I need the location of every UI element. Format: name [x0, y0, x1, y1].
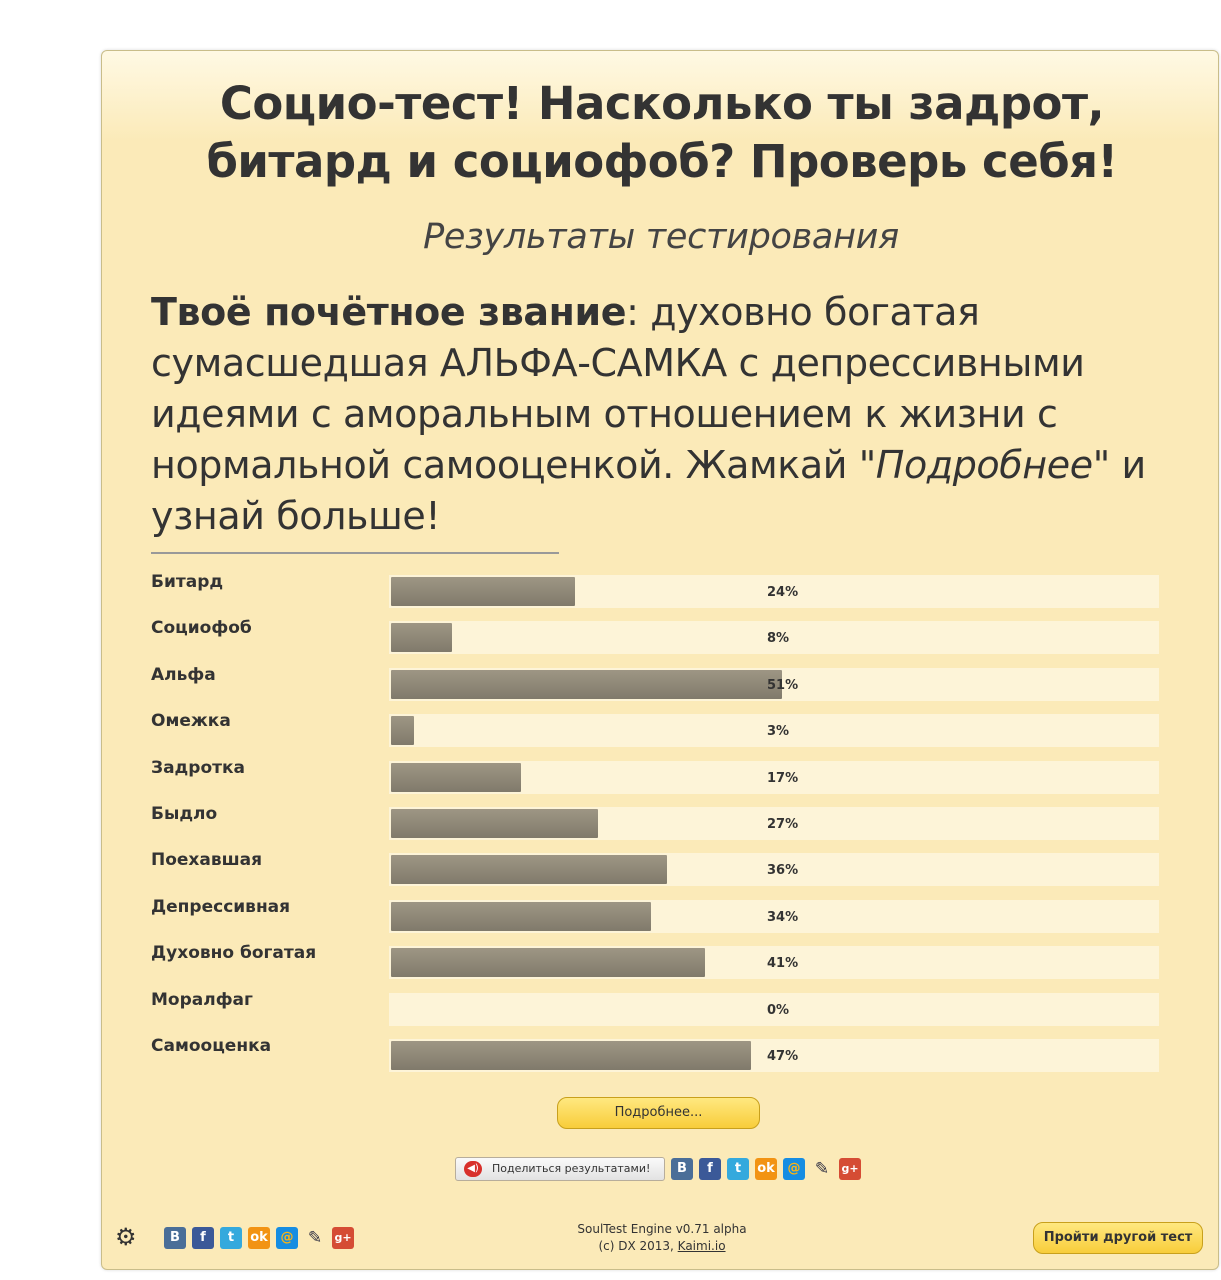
verdict-body: : духовно богатая сумасшедшая АЛЬФА-САМКА с депрессивными идеями с аморальным отношением к жизни с нормальной самооценкой. Жамкай " — [151, 290, 1085, 487]
bar-label: Социофоб — [151, 618, 252, 639]
bar-value-label: 8% — [767, 631, 790, 647]
bar — [391, 670, 782, 699]
verdict-tail: " и узнай больше! — [151, 443, 1146, 538]
bar-track — [389, 807, 1159, 840]
odnoklassniki-icon[interactable]: ok — [755, 1158, 777, 1180]
bar — [391, 623, 452, 652]
verdict-label: Твоё почётное звание — [151, 290, 627, 334]
vk-icon[interactable]: В — [164, 1227, 186, 1249]
chart-row — [151, 990, 1159, 1023]
footer-social-icons — [164, 1227, 354, 1249]
bar-label: Омежка — [151, 711, 231, 732]
page-title: Социо-тест! Насколько ты задрот, битард и социофоб? Проверь себя! — [206, 77, 1118, 188]
bar-value-label: 0% — [767, 1002, 790, 1018]
bar-value-label: 47% — [767, 1049, 799, 1064]
bar-track — [389, 900, 1159, 933]
bar-track — [389, 993, 1159, 1026]
bar-value-label: 34% — [767, 909, 799, 925]
more-details-button[interactable]: Подробнее... — [557, 1097, 760, 1129]
google-plus-icon[interactable]: g+ — [332, 1227, 354, 1249]
bar — [391, 716, 414, 745]
odnoklassniki-icon[interactable]: ok — [248, 1227, 270, 1249]
bar — [391, 577, 575, 606]
bar — [391, 855, 667, 884]
bar-track — [389, 714, 1159, 747]
bar-track — [389, 1039, 1159, 1072]
bar-value-label: 41% — [767, 956, 799, 972]
results-subtitle: Результаты тестирования — [423, 217, 899, 257]
twitter-icon[interactable]: t — [220, 1227, 242, 1249]
bar-track — [389, 621, 1159, 654]
bar-label: Духовно богатая — [151, 943, 317, 964]
verdict-text — [151, 287, 1181, 542]
google-plus-icon[interactable]: g+ — [839, 1158, 861, 1180]
take-another-test-button[interactable]: Пройти другой тест — [1033, 1222, 1203, 1254]
vk-icon[interactable]: В — [671, 1158, 693, 1180]
verdict-emphasis: Подробнее — [875, 443, 1093, 487]
chart-row — [151, 850, 1159, 883]
kaimi-link[interactable]: Kaimi.io — [677, 1239, 726, 1253]
bar-track — [389, 946, 1159, 979]
share-results-button[interactable] — [455, 1157, 665, 1181]
copyright-text: (c) DX 2013, — [598, 1239, 678, 1253]
bar-value-label: 36% — [767, 863, 799, 879]
chart-row — [151, 618, 1159, 651]
bar — [391, 1041, 751, 1070]
bar-label: Задротка — [151, 757, 245, 778]
facebook-icon[interactable]: f — [699, 1158, 721, 1180]
bar-label: Моралфаг — [151, 989, 253, 1010]
livejournal-icon[interactable]: ✎ — [307, 1228, 323, 1248]
bar — [391, 948, 705, 977]
chart-row — [151, 1036, 1159, 1069]
megaphone-icon: ◀) — [464, 1161, 482, 1177]
bar-label: Самооценка — [151, 1036, 272, 1056]
bar — [391, 763, 521, 792]
mailru-icon[interactable]: @ — [783, 1158, 805, 1180]
bar-label: Поехавшая — [151, 850, 263, 871]
engine-version: SoulTest Engine v0.71 alpha — [577, 1222, 747, 1236]
bar-track — [389, 761, 1159, 794]
chart-row — [151, 665, 1159, 698]
bar-value-label: 3% — [767, 724, 790, 740]
bar-value-label: 27% — [767, 817, 799, 832]
chart-row — [151, 897, 1159, 930]
chart-row — [151, 711, 1159, 744]
bar-label: Быдло — [151, 804, 218, 824]
bar-value-label: 24% — [767, 585, 799, 600]
facebook-icon[interactable]: f — [192, 1227, 214, 1249]
bar-track — [389, 668, 1159, 701]
mailru-icon[interactable]: @ — [276, 1227, 298, 1249]
results-card — [101, 50, 1219, 1270]
chart-row — [151, 804, 1159, 837]
bar-label: Битард — [151, 572, 224, 592]
twitter-icon[interactable]: t — [727, 1158, 749, 1180]
bar-track — [389, 575, 1159, 608]
bar-value-label: 51% — [767, 677, 799, 693]
bar-label: Альфа — [151, 664, 216, 685]
chart-row — [151, 758, 1159, 791]
gear-icon[interactable]: ⚙ — [115, 1223, 137, 1251]
bar — [391, 809, 598, 838]
chart-row — [151, 572, 1159, 605]
bar — [391, 902, 651, 931]
bar-value-label: 17% — [767, 770, 799, 786]
engine-credits — [532, 1221, 792, 1255]
copyright-line — [532, 1238, 792, 1255]
livejournal-icon[interactable]: ✎ — [814, 1159, 830, 1179]
bar-label: Депрессивная — [151, 896, 291, 917]
share-results-label: Поделиться результатами! — [492, 1162, 651, 1175]
divider — [151, 552, 559, 554]
chart-row — [151, 943, 1159, 976]
share-social-icons — [671, 1158, 861, 1180]
bar-track — [389, 853, 1159, 886]
